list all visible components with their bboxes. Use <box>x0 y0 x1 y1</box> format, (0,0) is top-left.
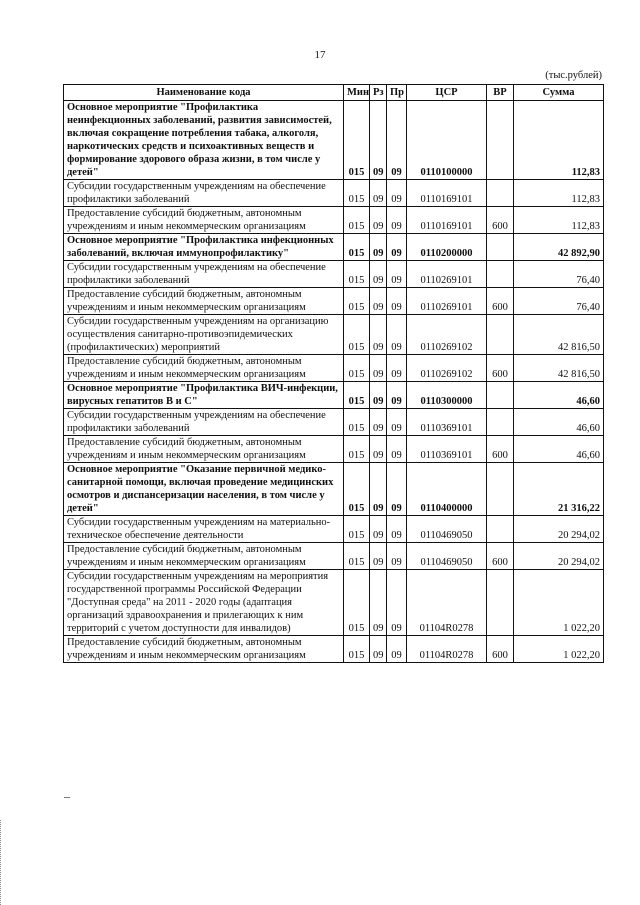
scan-speck <box>64 797 70 798</box>
cell-sum: 46,60 <box>514 436 604 463</box>
cell-pr: 09 <box>387 261 407 288</box>
cell-csr: 0110400000 <box>407 463 487 516</box>
table-body <box>64 101 604 663</box>
cell-min: 015 <box>344 261 370 288</box>
cell-sum: 1 022,20 <box>514 570 604 636</box>
header-vr: ВР <box>487 85 514 101</box>
cell-sum: 42 816,50 <box>514 355 604 382</box>
cell-vr: 600 <box>487 207 514 234</box>
cell-pr: 09 <box>387 409 407 436</box>
cell-csr: 0110269102 <box>407 355 487 382</box>
cell-min: 015 <box>344 463 370 516</box>
cell-rz: 09 <box>370 636 387 663</box>
cell-vr: 600 <box>487 355 514 382</box>
cell-vr <box>487 101 514 180</box>
cell-name: Предоставление субсидий бюджетным, автономным учреждениям и иным некоммерческим организациям <box>64 207 344 234</box>
cell-csr: 01104R0278 <box>407 570 487 636</box>
cell-rz: 09 <box>370 463 387 516</box>
cell-min: 015 <box>344 409 370 436</box>
cell-sum: 20 294,02 <box>514 543 604 570</box>
cell-rz: 09 <box>370 409 387 436</box>
cell-sum: 46,60 <box>514 409 604 436</box>
cell-min: 015 <box>344 315 370 355</box>
cell-vr <box>487 516 514 543</box>
cell-sum: 76,40 <box>514 261 604 288</box>
cell-name: Субсидии государственным учреждениям на материально-техническое обеспечение деятельности <box>64 516 344 543</box>
table-header-row <box>64 85 604 101</box>
cell-pr: 09 <box>387 543 407 570</box>
cell-sum: 112,83 <box>514 101 604 180</box>
cell-csr: 0110300000 <box>407 382 487 409</box>
cell-min: 015 <box>344 382 370 409</box>
cell-min: 015 <box>344 636 370 663</box>
cell-name: Предоставление субсидий бюджетным, автономным учреждениям и иным некоммерческим организациям <box>64 288 344 315</box>
cell-pr: 09 <box>387 570 407 636</box>
cell-csr: 0110169101 <box>407 207 487 234</box>
cell-pr: 09 <box>387 463 407 516</box>
cell-name: Субсидии государственным учреждениям на обеспечение профилактики заболеваний <box>64 261 344 288</box>
cell-csr: 0110369101 <box>407 436 487 463</box>
header-sum: Сумма <box>514 85 604 101</box>
cell-name: Основное мероприятие "Оказание первичной медико-санитарной помощи, включая проведение медицинских осмотров и диспансеризации населения, в том числе у детей" <box>64 463 344 516</box>
cell-rz: 09 <box>370 180 387 207</box>
cell-pr: 09 <box>387 101 407 180</box>
table-row <box>64 436 604 463</box>
header-rz: Рз <box>370 85 387 101</box>
table-row <box>64 180 604 207</box>
scan-margin-mark <box>0 820 9 905</box>
cell-min: 015 <box>344 234 370 261</box>
header-min: Мин <box>344 85 370 101</box>
table-row <box>64 570 604 636</box>
table-row <box>64 409 604 436</box>
cell-csr: 0110469050 <box>407 543 487 570</box>
cell-sum: 20 294,02 <box>514 516 604 543</box>
cell-vr: 600 <box>487 543 514 570</box>
cell-name: Основное мероприятие "Профилактика неинфекционных заболеваний, развития зависимостей, включая сокращение потребления табака, алкоголя, наркотических средств и психоактивных веществ и формирование здорового образа жизни, в том числе у детей" <box>64 101 344 180</box>
cell-pr: 09 <box>387 288 407 315</box>
cell-pr: 09 <box>387 180 407 207</box>
table-row <box>64 636 604 663</box>
cell-sum: 76,40 <box>514 288 604 315</box>
header-csr: ЦСР <box>407 85 487 101</box>
cell-min: 015 <box>344 355 370 382</box>
cell-vr <box>487 409 514 436</box>
cell-csr: 0110169101 <box>407 180 487 207</box>
cell-vr <box>487 382 514 409</box>
table-row <box>64 543 604 570</box>
cell-min: 015 <box>344 288 370 315</box>
cell-name: Субсидии государственным учреждениям на обеспечение профилактики заболеваний <box>64 180 344 207</box>
table-row <box>64 315 604 355</box>
cell-vr <box>487 261 514 288</box>
cell-name: Субсидии государственным учреждениям на мероприятия государственной программы Российской Федерации "Доступная среда" на 2011 - 2020 годы (адаптация организаций здравоохранения и прилегающих к ним территорий с учетом доступности для инвалидов) <box>64 570 344 636</box>
units-note: (тыс.рублей) <box>545 70 602 81</box>
cell-pr: 09 <box>387 207 407 234</box>
cell-csr: 0110269102 <box>407 315 487 355</box>
cell-rz: 09 <box>370 288 387 315</box>
cell-rz: 09 <box>370 516 387 543</box>
cell-rz: 09 <box>370 315 387 355</box>
cell-sum: 1 022,20 <box>514 636 604 663</box>
budget-table <box>63 84 604 663</box>
cell-min: 015 <box>344 516 370 543</box>
cell-pr: 09 <box>387 234 407 261</box>
cell-sum: 21 316,22 <box>514 463 604 516</box>
table-row <box>64 288 604 315</box>
cell-pr: 09 <box>387 382 407 409</box>
cell-vr <box>487 234 514 261</box>
cell-min: 015 <box>344 570 370 636</box>
table-row <box>64 355 604 382</box>
cell-rz: 09 <box>370 436 387 463</box>
table-row <box>64 101 604 180</box>
cell-pr: 09 <box>387 516 407 543</box>
table-row <box>64 463 604 516</box>
cell-sum: 112,83 <box>514 180 604 207</box>
cell-min: 015 <box>344 543 370 570</box>
cell-rz: 09 <box>370 234 387 261</box>
header-pr: Пр <box>387 85 407 101</box>
cell-pr: 09 <box>387 355 407 382</box>
cell-vr <box>487 180 514 207</box>
cell-rz: 09 <box>370 543 387 570</box>
cell-rz: 09 <box>370 207 387 234</box>
cell-vr: 600 <box>487 636 514 663</box>
cell-min: 015 <box>344 207 370 234</box>
cell-csr: 0110200000 <box>407 234 487 261</box>
table-row <box>64 261 604 288</box>
cell-rz: 09 <box>370 261 387 288</box>
cell-min: 015 <box>344 180 370 207</box>
cell-min: 015 <box>344 436 370 463</box>
cell-csr: 0110100000 <box>407 101 487 180</box>
table-row <box>64 382 604 409</box>
cell-name: Предоставление субсидий бюджетным, автономным учреждениям и иным некоммерческим организациям <box>64 436 344 463</box>
table-row <box>64 207 604 234</box>
cell-sum: 112,83 <box>514 207 604 234</box>
cell-csr: 0110469050 <box>407 516 487 543</box>
cell-pr: 09 <box>387 315 407 355</box>
cell-name: Основное мероприятие "Профилактика ВИЧ-инфекции, вирусных гепатитов В и С" <box>64 382 344 409</box>
cell-vr <box>487 570 514 636</box>
cell-name: Субсидии государственным учреждениям на обеспечение профилактики заболеваний <box>64 409 344 436</box>
cell-csr: 0110369101 <box>407 409 487 436</box>
page-number: 17 <box>314 49 326 61</box>
cell-csr: 01104R0278 <box>407 636 487 663</box>
header-name: Наименование кода <box>64 85 344 101</box>
cell-sum: 42 892,90 <box>514 234 604 261</box>
cell-sum: 42 816,50 <box>514 315 604 355</box>
table-row <box>64 516 604 543</box>
cell-name: Субсидии государственным учреждениям на организацию осуществления санитарно-противоэпидемических (профилактических) мероприятий <box>64 315 344 355</box>
cell-rz: 09 <box>370 101 387 180</box>
cell-vr <box>487 315 514 355</box>
cell-rz: 09 <box>370 355 387 382</box>
cell-vr: 600 <box>487 288 514 315</box>
cell-min: 015 <box>344 101 370 180</box>
cell-pr: 09 <box>387 436 407 463</box>
cell-name: Предоставление субсидий бюджетным, автономным учреждениям и иным некоммерческим организациям <box>64 543 344 570</box>
cell-pr: 09 <box>387 636 407 663</box>
cell-rz: 09 <box>370 570 387 636</box>
cell-rz: 09 <box>370 382 387 409</box>
cell-vr: 600 <box>487 436 514 463</box>
cell-name: Предоставление субсидий бюджетным, автономным учреждениям и иным некоммерческим организациям <box>64 355 344 382</box>
cell-sum: 46,60 <box>514 382 604 409</box>
table-row <box>64 234 604 261</box>
cell-name: Предоставление субсидий бюджетным, автономным учреждениям и иным некоммерческим организациям <box>64 636 344 663</box>
cell-csr: 0110269101 <box>407 261 487 288</box>
cell-name: Основное мероприятие "Профилактика инфекционных заболеваний, включая иммунопрофилактику" <box>64 234 344 261</box>
cell-vr <box>487 463 514 516</box>
cell-csr: 0110269101 <box>407 288 487 315</box>
